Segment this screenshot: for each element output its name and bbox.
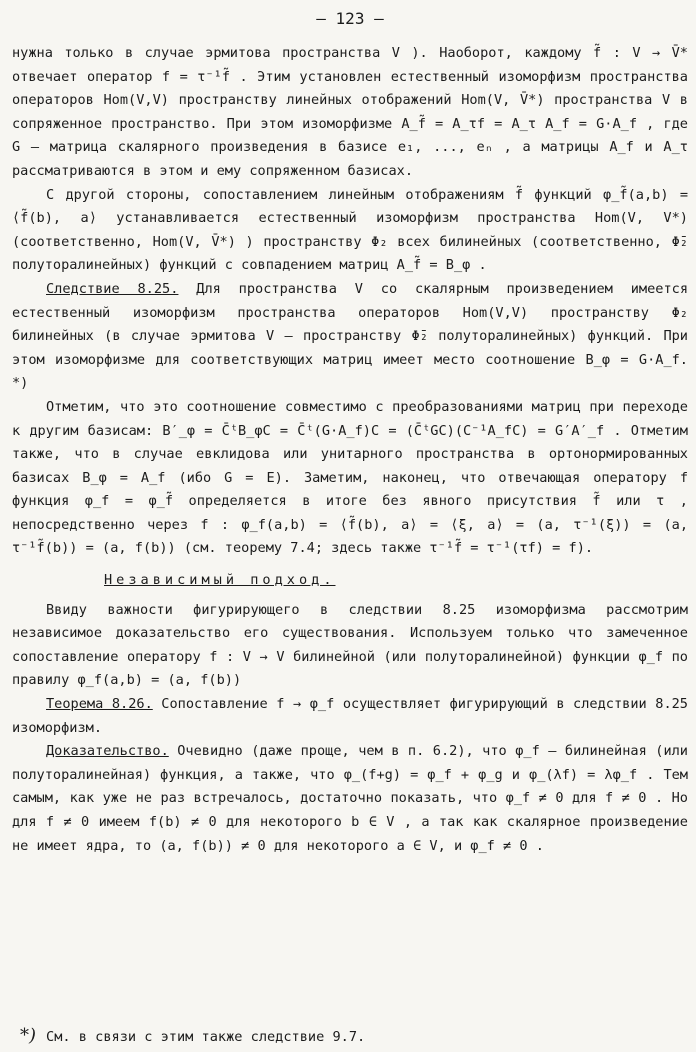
footnote-text: См. в связи с этим также следствие 9.7. [46, 1029, 366, 1045]
proof [12, 740, 688, 858]
paragraph-2: С другой стороны, сопоставлением линейным отображениям f̃ функций φ_f̃(a,b) = ⟨f̃(b), a⟩ устанавливается естественный изоморфизм пространства Hom(V, V*) (соответственно, Hom(V, V̄*) ) пространству Φ₂ всех билинейных (соответственно, Φ̄₂ полуторалинейных) функций с совпадением матриц A_f̃ = B_φ . [12, 186, 688, 274]
corollary-label: Следствие 8.25. [46, 280, 179, 297]
theorem-8-26 [12, 693, 688, 740]
proof-text: Очевидно (даже проще, чем в п. 6.2), что φ_f – билинейная (или полуторалинейная) функция, а также, что φ_(f+g) = φ_f + φ_g и φ_(λf) = λφ_f . Тем самым, как уже не раз встречалось, достаточно показать, что φ_f ≠ 0 для f ≠ 0 . Но для f ≠ 0 имеем f(b) ≠ 0 для некоторого b ∈ V , а так как скалярное произведение не имеет ядра, то (a, f(b)) ≠ 0 для некоторого a ∈ V, и φ_f ≠ 0 . [12, 743, 688, 854]
theorem-label: Теорема 8.26. [46, 696, 153, 713]
section-heading: Независимый подход. [104, 572, 336, 589]
paragraph-1: нужна только в случае эрмитова пространства V ). Наоборот, каждому f̃ : V → V̄* отвечает оператор f = τ⁻¹f̃ . Этим установлен естественный изоморфизм пространства операторов Hom(V,V) пространству линейных отображений Hom(V, V̄*) пространства V в сопряженное пространство. При этом изоморфизме A_f̃ = A_τf = A_τ A_f = G·A_f , где G – матрица скалярного произведения в базисе e₁, ..., eₙ , а матрицы A_f и A_τ рассматриваются в этом и ему сопряженном базисах. [12, 45, 688, 179]
theorem-text: Сопоставление f → φ_f осуществляет фигурирующий в следствии 8.25 изоморфизм. [12, 696, 688, 736]
paragraph-4: Ввиду важности фигурирующего в следствии 8.25 изоморфизма рассмотрим независимое доказательство его существования. Используем только что замеченное сопоставление оператору f : V → V билинейной (или полуторалинейной) функции φ_f по правилу φ_f(a,b) = (a, f(b)) [12, 601, 688, 689]
paragraph-3: Отметим, что это соотношение совместимо с преобразованиями матриц при переходе к другим базисам: B′_φ = C̄ᵗB_φC = C̄ᵗ(G·A_f)C = (C̄ᵗGC)(C⁻¹A_fC) = G′A′_f . Отметим также, что в случае евклидова или унитарного пространства в ортонормированных базисах B_φ = A_f (ибо G = E). Заметим, наконец, что отвечающая оператору f функция φ_f = φ_f̃ определяется в итоге без явного присутствия f̃ или τ , непосредственно через f : φ_f(a,b) = ⟨f̃(b), a⟩ = ⟨ξ, a⟩ = (a, τ⁻¹(ξ)) = (a, τ⁻¹f̃(b)) = (a, f(b)) (см. теорему 7.4; здесь также τ⁻¹f̃ = τ⁻¹(τf) = f). [12, 398, 688, 557]
footnote-mark: *) [20, 1025, 37, 1046]
proof-label: Доказательство. [46, 743, 169, 760]
corollary-8-25 [12, 278, 688, 396]
corollary-text: Для пространства V со скалярным произведением имеется естественный изоморфизм пространства операторов Hom(V,V) пространству Φ₂ билинейных (в случае эрмитова V – пространству Φ̄₂ полуторалинейных) функций. При этом изоморфизме для соответствующих матриц имеет место соотношение B_φ = G·A_f. *) [12, 280, 689, 392]
page-number: – 123 – [316, 9, 384, 28]
footnote [20, 1024, 365, 1050]
